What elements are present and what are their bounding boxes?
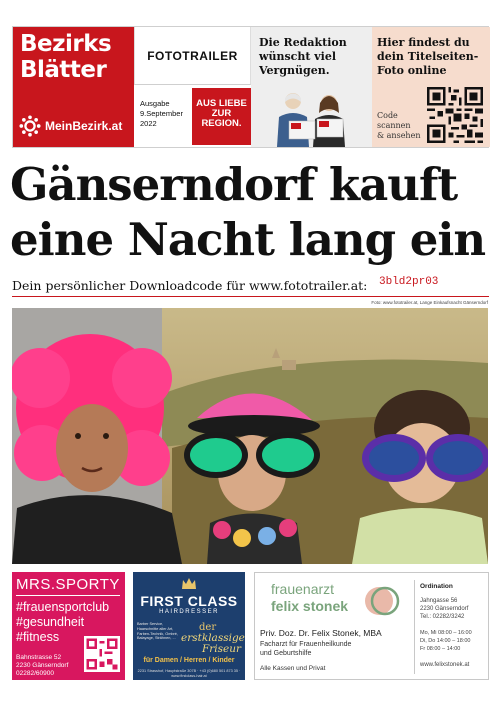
sporty-addr-3: 02282/60900: [16, 670, 54, 677]
fc-slogan-1: erstklassige: [181, 632, 245, 644]
fa-ordination-title: Ordination: [420, 583, 453, 590]
sporty-tag-1: #frauensportclub: [16, 600, 110, 614]
frauenarzt-logo-icon: [359, 584, 401, 618]
redaktion-line-1: Die Redaktion: [259, 36, 347, 49]
redaktion-photo: [265, 89, 361, 147]
headline-line-2: eine Nacht lang ein: [10, 213, 486, 266]
fa-tel: Tel.: 02282/3242: [420, 614, 465, 620]
section-title: FOTOTRAILER: [134, 27, 251, 85]
fa-specialty: [260, 640, 351, 658]
fa-divider: [414, 580, 415, 674]
bezirksblaetter-logo[interactable]: [13, 27, 134, 147]
fa-doctor: Priv. Doz. Dr. Felix Stonek, MBA: [260, 628, 382, 638]
fa-addr-1: Jahngasse 56: [420, 598, 458, 604]
fa-brand-1: frauenarzt: [271, 581, 335, 597]
fc-subtitle: HAIRDRESSER: [159, 609, 219, 615]
fa-brand-2: felix stonek: [271, 598, 349, 614]
cover-photo-illustration: [12, 308, 488, 564]
scan-line-1: Code: [377, 111, 398, 120]
headline: [10, 157, 492, 267]
fc-services: Barber Service, Haarschnitte aller Art, Farben-Technik, Ombré, Balayage, Strähnen, ...: [137, 622, 178, 641]
logo-wordmark: [20, 31, 111, 83]
ad-strip: [12, 572, 489, 680]
ad-mrs-sporty[interactable]: [12, 572, 125, 680]
download-code[interactable]: 3bld2pr03: [379, 276, 439, 288]
sporty-title: MRS.SPORTY: [16, 576, 120, 593]
fc-slogan: [181, 632, 245, 655]
fa-specialty-2: und Geburtshilfe: [260, 650, 312, 657]
scan-line-2: scannen: [377, 121, 411, 130]
sporty-address: [16, 654, 68, 678]
fc-target: für Damen / Herren / Kinder: [143, 657, 235, 664]
fa-hours-3: Fr 08:00 – 14:00: [420, 646, 461, 652]
fc-der: der: [199, 622, 217, 633]
sporty-tag-3: #fitness: [16, 630, 60, 644]
issue-label: Ausgabe: [140, 99, 170, 108]
divider: [12, 296, 489, 297]
slogan-line-1: AUS LIEBE: [196, 98, 247, 109]
photo-credit: Foto: www.fototrailer.at, Lange Einkaufsnacht Gänserndorf: [371, 300, 488, 305]
logo-line-2: Blätter: [20, 57, 107, 83]
sporty-divider: [16, 595, 120, 596]
redaktion-line-2: wünscht viel: [259, 50, 337, 63]
sporty-tag-2: #gesundheit: [16, 615, 85, 629]
redaktion-line-3: Vergnügen.: [259, 64, 330, 77]
slogan-line-2: ZUR: [211, 108, 232, 119]
titelseiten-box: [372, 27, 490, 147]
issue-info: [134, 85, 192, 147]
fc-slogan-2: Friseur: [201, 643, 241, 655]
ad-first-class[interactable]: [133, 572, 245, 680]
fc-address: 2231 Strasshof, Hauptstraße 307B · +43 (0)680 501 873 35 · www.firstclass-hair.at: [137, 669, 241, 678]
titel-text: [377, 36, 478, 78]
ad-frauenarzt[interactable]: [254, 572, 489, 680]
redaktion-box: [251, 27, 372, 147]
masthead: [12, 26, 489, 148]
fa-hours-1: Mo, Mi 08:00 – 16:00: [420, 630, 472, 636]
qr-code-icon[interactable]: [427, 87, 483, 143]
titel-line-1: Hier findest du: [377, 36, 470, 49]
cover-photo[interactable]: [12, 308, 488, 564]
issue-date: 9.September 2022: [140, 109, 183, 128]
slogan-badge: [192, 88, 251, 145]
fa-addr-2: 2230 Gänserndorf: [420, 606, 469, 612]
fa-website[interactable]: www.felixstonek.at: [420, 662, 470, 668]
titel-line-3: Foto online: [377, 64, 447, 77]
slogan-line-3: REGION.: [201, 118, 242, 129]
meinbezirk-brand: [19, 115, 122, 137]
sporty-addr-2: 2230 Gänserndorf: [16, 662, 69, 669]
site-name: MeinBezirk.at: [45, 119, 123, 133]
sporty-qr-icon[interactable]: [84, 636, 120, 672]
fa-address: [420, 597, 468, 621]
logo-line-1: Bezirks: [20, 31, 112, 57]
sporty-addr-1: Bahnstrasse 52: [16, 654, 62, 661]
fa-hours-2: Di, Do 14:00 – 18:00: [420, 638, 471, 644]
crown-icon: [181, 577, 197, 591]
meinbezirk-icon: [19, 115, 41, 137]
scan-line-3: & ansehen: [377, 131, 421, 140]
scan-instruction: [377, 111, 420, 141]
download-label: Dein persönlicher Downloadcode für www.fototrailer.at:: [12, 278, 368, 293]
redaktion-text: [259, 36, 347, 78]
fa-hours: [420, 629, 472, 653]
fa-specialty-1: Facharzt für Frauenheilkunde: [260, 641, 352, 648]
headline-line-1: Gänserndorf kauft: [10, 158, 458, 211]
titel-line-2: dein Titelseiten-: [377, 50, 479, 63]
fa-kassen: Alle Kassen und Privat: [260, 665, 326, 672]
fc-title: FIRST CLASS: [140, 593, 238, 609]
